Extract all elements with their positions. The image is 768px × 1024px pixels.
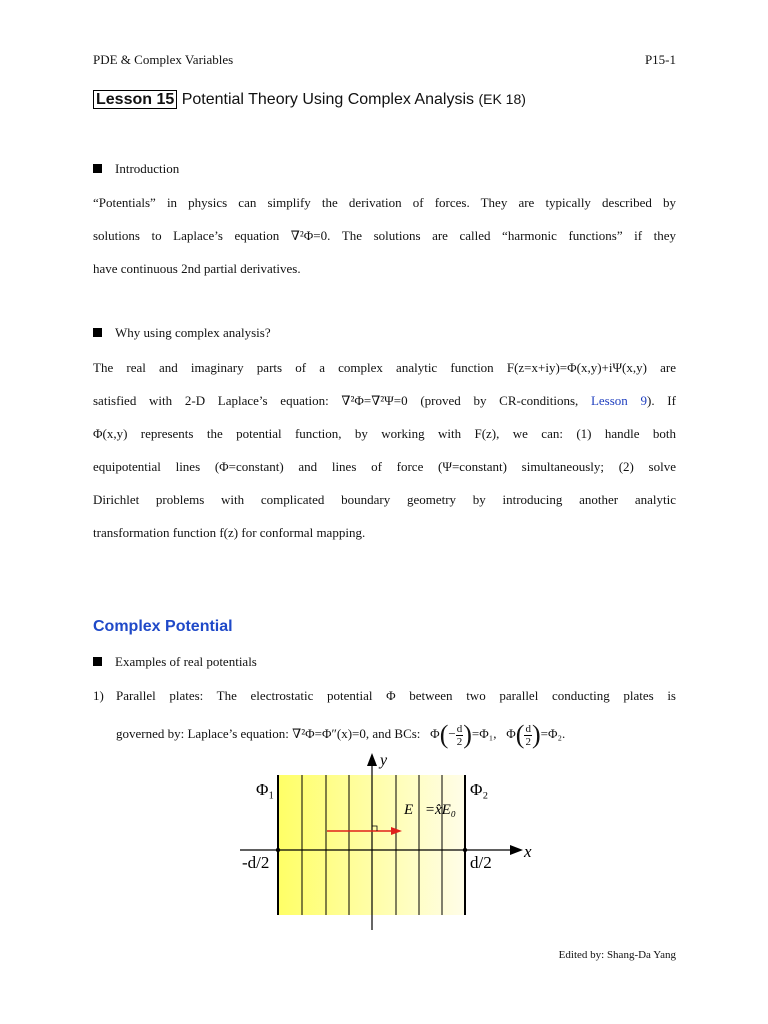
header-page-code: P15-1 [644, 52, 676, 67]
intro-line-1: “Potentials” in physics can simplify the derivation of forces. They are typically described by [93, 195, 676, 210]
lesson-number-box: Lesson 15 [93, 90, 177, 109]
why-line-2: satisfied with 2-D Laplace’s equation: ∇²Φ=∇²Ψ=0 (proved by CR-conditions, Lesson 9). If [93, 393, 676, 408]
why-line-1: The real and imaginary parts of a complex analytic function F(z=x+iy)=Φ(x,y)+iΨ(x,y) are [93, 360, 676, 375]
footer-editor: Edited by: Shang-Da Yang [558, 949, 676, 961]
lesson-reference: (EK 18) [478, 91, 526, 107]
intro-heading: Introduction [93, 161, 179, 177]
x-axis-label: x [524, 842, 532, 861]
boundary-condition-1: Φ(− $\frac{d}{2}$ )=Φ₁, [430, 720, 497, 749]
right-plate-point [463, 848, 467, 852]
why-heading: Why using complex analysis? [93, 325, 271, 341]
intro-line-3: have continuous 2nd partial derivatives. [93, 261, 301, 276]
y-axis-arrowhead [367, 753, 377, 766]
right-plate-position: d/2 [470, 853, 492, 872]
x-axis-arrowhead [510, 845, 523, 855]
left-plate-point [276, 848, 280, 852]
intro-line-2: solutions to Laplace’s equation ∇²Φ=0. The solutions are called “harmonic functions” if they [93, 228, 676, 243]
why-line-6: transformation function f(z) for conformal mapping. [93, 525, 366, 540]
item-1-line-2: governed by: Laplace’s equation: ∇²Φ=Φ″(x)=0, and BCs: Φ(− $\frac{d}{2}$ )=Φ₁, Φ( $\frac{d}{2}$ )=Φ₂. [116, 720, 566, 749]
boundary-condition-2: Φ( $\frac{d}{2}$ )=Φ₂. [506, 720, 566, 749]
item-number: 1) [93, 688, 104, 703]
phi1-label: Φ₁ [256, 780, 275, 799]
phi2-label: Φ₂ [470, 780, 489, 799]
y-axis-label: y [380, 752, 388, 769]
section-title: Complex Potential [93, 618, 233, 635]
lesson-9-link[interactable]: Lesson 9 [590, 393, 648, 408]
field-label: E⃗=x̂E₀ [404, 802, 456, 818]
examples-heading: Examples of real potentials [93, 654, 257, 670]
why-line-5: Dirichlet problems with complicated boundary geometry by introducing another analytic [93, 492, 676, 507]
header-course: PDE & Complex Variables [93, 52, 234, 67]
lesson-title-text: Potential Theory Using Complex Analysis [177, 91, 479, 108]
item-1-line-1: Parallel plates: The electrostatic potential Φ between two parallel conducting plates is [116, 688, 676, 703]
why-line-3: Φ(x,y) represents the potential function, by working with F(z), we can: (1) handle both [93, 426, 676, 441]
left-plate-position: -d/2 [242, 853, 270, 872]
why-line-4: equipotential lines (Φ=constant) and lines of force (Ψ=constant) simultaneously; (2) solve [93, 459, 676, 474]
